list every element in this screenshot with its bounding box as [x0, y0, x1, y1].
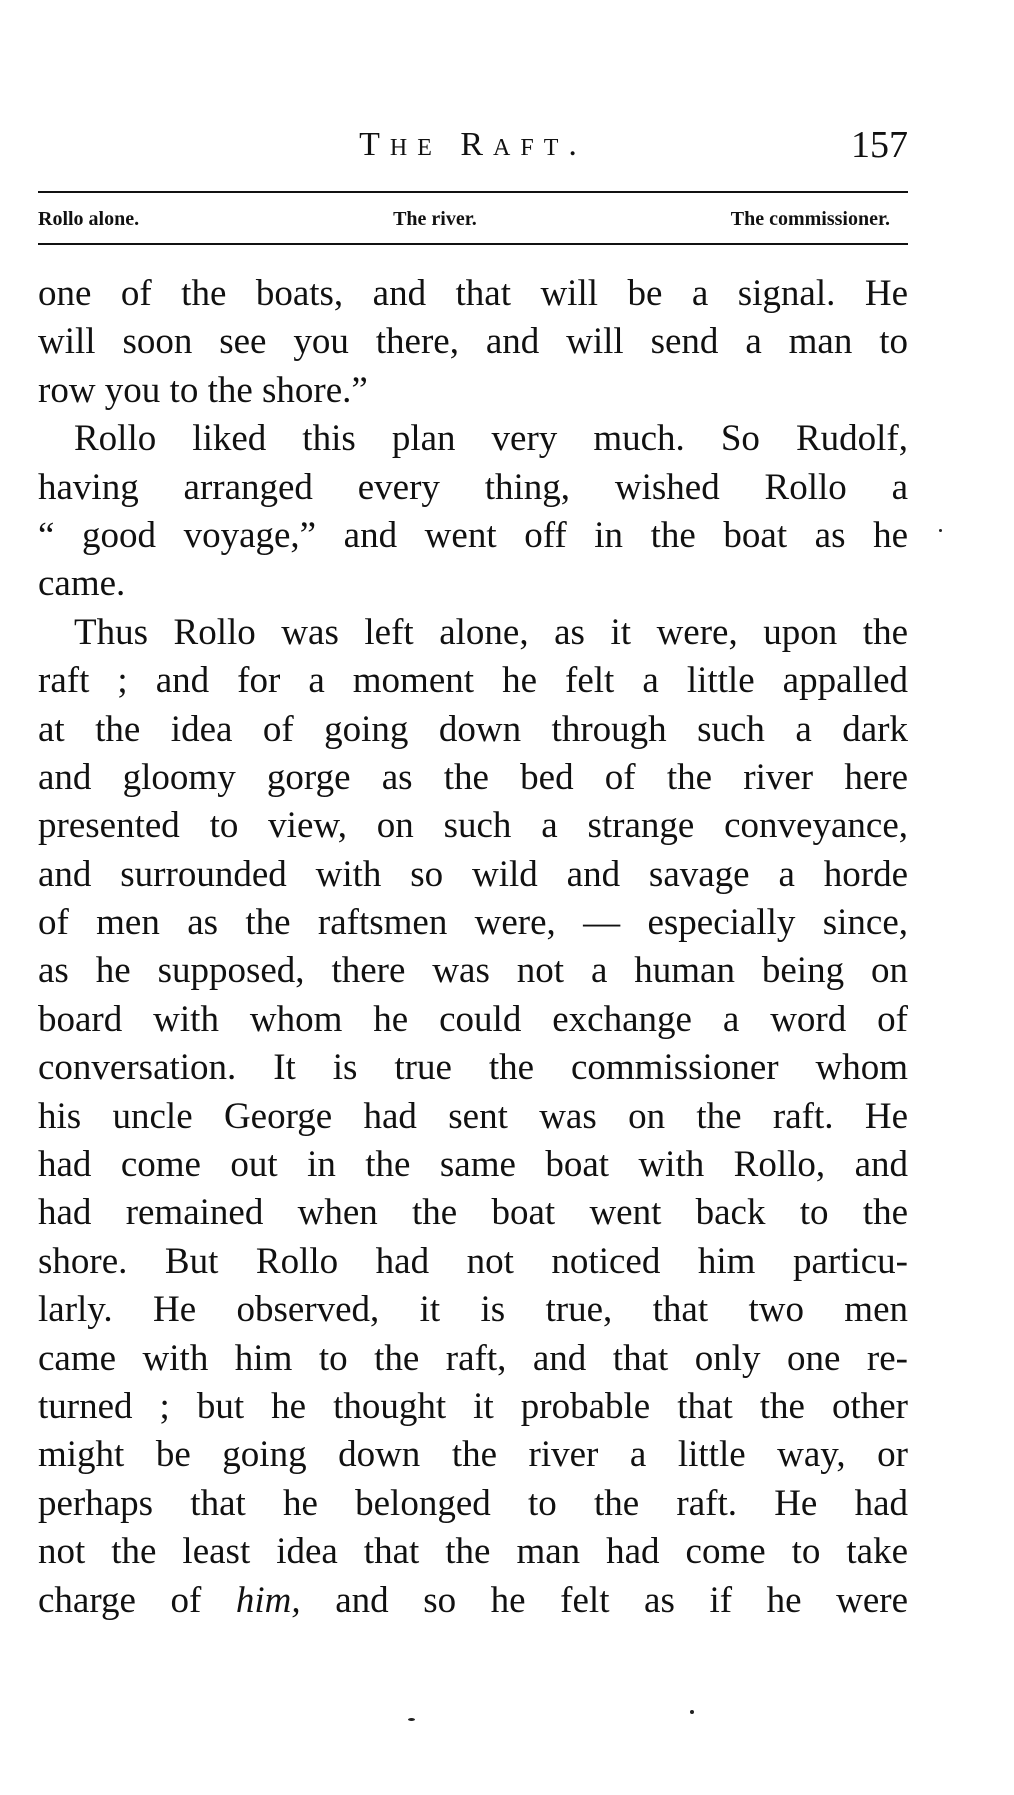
print-speck [690, 1710, 694, 1714]
text-line: shore. But Rollo had not noticed him particu- [38, 1240, 908, 1282]
text-line: might be going down the river a little way, or [38, 1434, 908, 1476]
text-line: had remained when the boat went back to the [38, 1192, 908, 1234]
text-line: not the least idea that the man had come to take [38, 1531, 908, 1573]
page-number: 157 [851, 124, 908, 166]
topic-the-commissioner: The commissioner. [730, 207, 890, 230]
text-line: perhaps that he belonged to the raft. He had [38, 1482, 908, 1524]
text-line: raft ; and for a moment he felt a little appalled [38, 660, 908, 702]
running-title: The Raft. [359, 126, 587, 163]
text-line: had come out in the same boat with Rollo, and [38, 1144, 908, 1186]
text-line: “ good voyage,” and went off in the boat as he [38, 514, 908, 556]
text-line: Rollo liked this plan very much. So Rudolf, [74, 418, 908, 460]
emphasis-him: him, [235, 1579, 301, 1621]
text-line-final [38, 1577, 908, 1625]
text-line: row you to the shore.” [38, 369, 368, 411]
topic-headings [38, 199, 908, 239]
topic-the-river: The river. [393, 207, 477, 230]
text-line: one of the boats, and that will be a signal. He [38, 273, 908, 314]
text-line: and surrounded with so wild and savage a horde [38, 853, 908, 895]
text-line: Thus Rollo was left alone, as it were, upon the [74, 611, 908, 653]
text-line: at the idea of going down through such a dark [38, 708, 908, 750]
text-line: of men as the raftsmen were, — especially since, [38, 902, 908, 944]
print-speck [939, 529, 942, 532]
text-line: larly. He observed, it is true, that two men [38, 1289, 908, 1331]
text-line: came with him to the raft, and that only one re- [38, 1337, 908, 1379]
running-head [38, 118, 908, 168]
topic-rollo-alone: Rollo alone. [38, 207, 140, 230]
header-rule-top [38, 191, 908, 193]
text-line: his uncle George had sent was on the raft. He [38, 1095, 908, 1137]
text-line: and gloomy gorge as the bed of the river here [38, 756, 908, 798]
text-fragment: and so he felt as if he were [300, 1579, 908, 1621]
header-rule-bottom [38, 243, 908, 245]
body-text [38, 270, 908, 1625]
text-line: presented to view, on such a strange conveyance, [38, 805, 908, 847]
text-line: conversation. It is true the commissioner whom [38, 1047, 908, 1089]
print-speck [408, 1718, 415, 1721]
text-line: as he supposed, there was not a human being on [38, 950, 908, 992]
text-fragment: charge of [38, 1579, 236, 1621]
text-line: turned ; but he thought it probable that the other [38, 1385, 908, 1427]
text-line: having arranged every thing, wished Rollo a [38, 466, 908, 508]
text-line: came. [38, 563, 126, 605]
text-line: board with whom he could exchange a word of [38, 998, 908, 1040]
text-line: will soon see you there, and will send a man to [38, 321, 908, 363]
